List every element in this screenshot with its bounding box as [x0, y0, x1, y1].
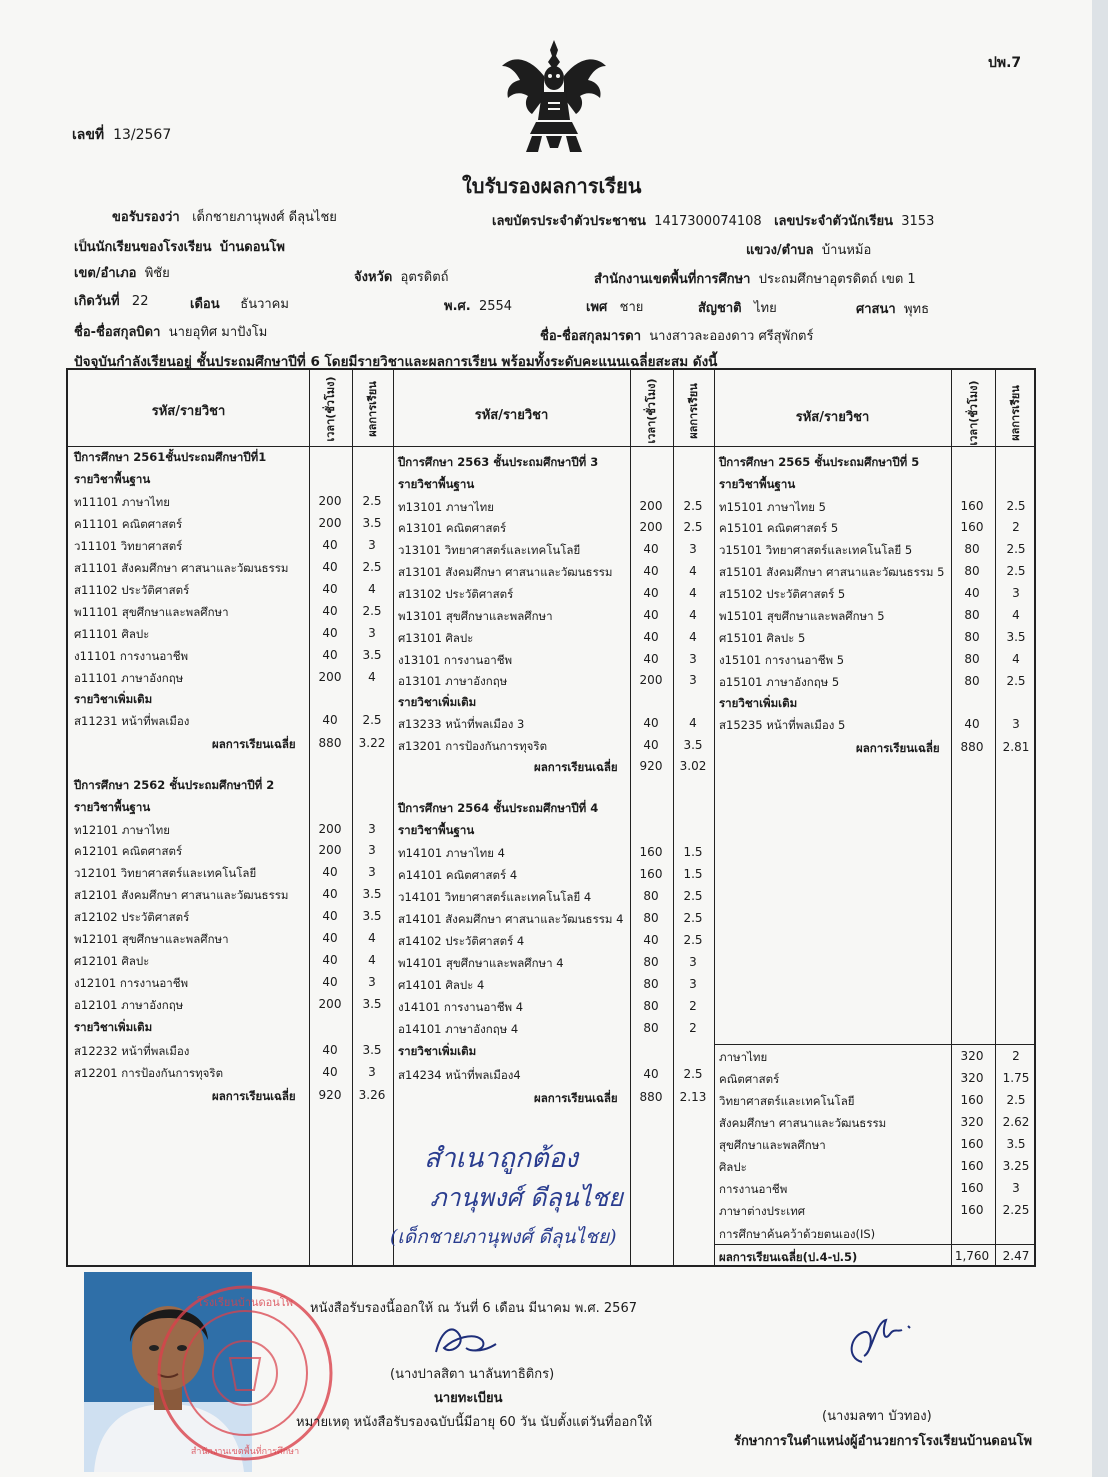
id-value: 1417300074108 — [654, 214, 762, 229]
summary-subject-5: ศิลปะ — [719, 1160, 747, 1174]
col1-hours-8: 40 — [322, 626, 338, 640]
col2-grade-14: 3.02 — [679, 759, 707, 773]
religion-value: พุทธ — [903, 302, 930, 317]
col1-subject-18: ว12101 วิทยาศาสตร์และเทคโนโลยี — [74, 866, 257, 880]
nationality-label: สัญชาติ — [698, 301, 742, 316]
header-grade-2: ผลการเรียน — [687, 383, 700, 439]
col1-hours-24: 200 — [318, 997, 342, 1011]
student-name: เด็กชายภานุพงศ์ ดีลุนไชย — [192, 210, 337, 225]
summary-hours-7: 160 — [960, 1203, 984, 1217]
col1-hours-17: 200 — [318, 843, 342, 857]
col2-subject-24: ง14101 การงานอาชีพ 4 — [398, 1000, 524, 1014]
col1-subject-12: ส11231 หน้าที่พลเมือง — [74, 714, 190, 728]
col3-hours-13: 880 — [960, 740, 984, 754]
col1-hours-7: 40 — [322, 604, 338, 618]
info-certify — [112, 206, 337, 227]
col2-hours-4: 40 — [643, 542, 659, 556]
col3-hours-9: 80 — [964, 652, 980, 666]
summary-hours-0: 320 — [960, 1049, 984, 1063]
header-hours-2: เวลา(ชั่วโมง) — [645, 378, 658, 444]
col2-grade-7: 4 — [689, 608, 697, 622]
col1-hours-10: 200 — [318, 670, 342, 684]
col1-hours-18: 40 — [322, 865, 338, 879]
col1-hours-6: 40 — [322, 582, 338, 596]
col3-grade-13: 2.81 — [1002, 740, 1030, 754]
col2-subject-11: รายวิชาเพิ่มเติม — [398, 695, 477, 709]
col1-grade-12: 2.5 — [362, 713, 382, 727]
col3-grade-12: 3 — [1012, 717, 1020, 731]
col1-subject-4: ว11101 วิทยาศาสตร์ — [74, 539, 183, 553]
col2-subject-16: รายวิชาพื้นฐาน — [398, 823, 475, 837]
birth-year-label: พ.ศ. — [444, 299, 471, 314]
district-label: เขต/อำเภอ — [74, 266, 137, 281]
summary-hours-2: 160 — [960, 1093, 984, 1107]
col2-subject-13: ส13201 การป้องกันการทุจริต — [398, 739, 548, 753]
col1-hours-16: 200 — [318, 822, 342, 836]
area-label: สำนักงานเขตพื้นที่การศึกษา — [594, 272, 751, 287]
col1-subject-9: ง11101 การงานอาชีพ — [74, 649, 189, 663]
school-value: บ้านดอนโพ — [219, 240, 285, 255]
col3-hours-8: 80 — [964, 630, 980, 644]
header-subject-3: รหัส/รายวิชา — [795, 410, 870, 425]
col1-grade-26: 3.5 — [362, 1043, 382, 1057]
col2-subject-0: ปีการศึกษา 2563 ชั้นประถมศึกษาปีที่ 3 — [398, 455, 599, 469]
summary-grade-3: 2.62 — [1002, 1115, 1030, 1129]
col2-grade-12: 4 — [689, 716, 697, 730]
col1-grade-3: 3.5 — [362, 516, 382, 530]
col2-subject-12: ส13233 หน้าที่พลเมือง 3 — [398, 717, 525, 731]
info-nationality — [698, 297, 777, 318]
col2-hours-21: 40 — [643, 933, 659, 947]
mother-label: ชื่อ-ชื่อสกุลมารดา — [540, 329, 642, 344]
col1-hours-13: 880 — [318, 736, 342, 750]
col3-subject-5: ส15101 สังคมศึกษา ศาสนาและวัฒนธรรม 5 — [719, 565, 945, 579]
col1-subject-27: ส12201 การป้องกันการทุจริต — [74, 1066, 224, 1080]
col1-hours-21: 40 — [322, 931, 338, 945]
summary-subject-3: สังคมศึกษา ศาสนาและวัฒนธรรม — [719, 1116, 887, 1130]
col2-subject-25: อ14101 ภาษาอังกฤษ 4 — [398, 1022, 519, 1036]
col3-grade-3: 2 — [1012, 520, 1020, 534]
col2-hours-9: 40 — [643, 652, 659, 666]
col3-subject-7: พ15101 สุขศึกษาและพลศึกษา 5 — [719, 609, 885, 623]
col1-subject-10: อ11101 ภาษาอังกฤษ — [74, 671, 184, 685]
col1-grade-27: 3 — [368, 1065, 376, 1079]
col3-subject-12: ส15235 หน้าที่พลเมือง 5 — [719, 718, 846, 732]
info-birth-month — [190, 293, 289, 314]
col3-grade-6: 3 — [1012, 586, 1020, 600]
certificate-number — [72, 124, 171, 146]
col2-grade-2: 2.5 — [683, 499, 703, 513]
province-value: อุตรดิตถ์ — [400, 270, 449, 285]
summary-subject-9: ผลการเรียนเฉลี่ย(ป.4-ป.5) — [719, 1250, 858, 1264]
col2-subject-9: ง13101 การงานอาชีพ — [398, 653, 513, 667]
registrar-signature — [430, 1318, 500, 1362]
col1-subject-22: ศ12101 ศิลปะ — [74, 954, 150, 968]
col3-subject-10: อ15101 ภาษาอังกฤษ 5 — [719, 675, 840, 689]
col2-hours-19: 80 — [643, 889, 659, 903]
info-area — [594, 268, 916, 289]
col1-hours-12: 40 — [322, 713, 338, 727]
col3-grade-9: 4 — [1012, 652, 1020, 666]
info-province — [354, 266, 449, 287]
sex-label: เพศ — [586, 300, 608, 315]
info-birth-day — [74, 290, 148, 311]
student-no-label: เลขประจำตัวนักเรียน — [774, 214, 893, 229]
col1-subject-8: ศ11101 ศิลปะ — [74, 627, 150, 641]
summary-hours-9: 1,760 — [954, 1249, 990, 1263]
subdistrict-label: แขวง/ตำบล — [746, 243, 814, 258]
summary-grade-9: 2.47 — [1002, 1249, 1030, 1263]
col3-grade-4: 2.5 — [1006, 542, 1026, 556]
summary-hours-1: 320 — [960, 1071, 984, 1085]
col1-grade-24: 3.5 — [362, 997, 382, 1011]
col2-hours-14: 920 — [639, 759, 663, 773]
col2-hours-7: 40 — [643, 608, 659, 622]
col2-subject-20: ส14101 สังคมศึกษา ศาสนาและวัฒนธรรม 4 — [398, 912, 624, 926]
summary-subject-2: วิทยาศาสตร์และเทคโนโลยี — [719, 1094, 855, 1108]
director-name: (นางมลฑา บัวทอง) — [822, 1409, 932, 1424]
col2-grade-25: 2 — [689, 1021, 697, 1035]
background-edge — [1092, 0, 1108, 1477]
col2-subject-1: รายวิชาพื้นฐาน — [398, 477, 475, 491]
col2-subject-2: ท13101 ภาษาไทย — [398, 500, 494, 514]
handwritten-copy-certified: สำเนาถูกต้อง — [424, 1143, 579, 1174]
col2-grade-18: 1.5 — [683, 867, 703, 881]
col2-hours-8: 40 — [643, 630, 659, 644]
col2-subject-21: ส14102 ประวัติศาสตร์ 4 — [398, 934, 525, 948]
col2-subject-18: ค14101 คณิตศาสตร์ 4 — [398, 868, 518, 882]
birth-month-value: ธันวาคม — [240, 297, 289, 312]
col1-hours-28: 920 — [318, 1088, 342, 1102]
col1-grade-17: 3 — [368, 843, 376, 857]
col1-subject-1: รายวิชาพื้นฐาน — [74, 472, 151, 486]
religion-label: ศาสนา — [856, 302, 896, 317]
col2-hours-2: 200 — [639, 499, 663, 513]
summary-grade-5: 3.25 — [1002, 1159, 1030, 1173]
summary-subject-1: คณิตศาสตร์ — [719, 1072, 780, 1086]
birth-month-label: เดือน — [190, 297, 220, 312]
col1-hours-19: 40 — [322, 887, 338, 901]
subdistrict-value: บ้านหม้อ — [821, 243, 872, 258]
col1-subject-2: ท11101 ภาษาไทย — [74, 495, 170, 509]
col2-grade-23: 3 — [689, 977, 697, 991]
col1-hours-9: 40 — [322, 648, 338, 662]
col1-grade-22: 4 — [368, 953, 376, 967]
col2-hours-17: 160 — [639, 845, 663, 859]
col1-grade-10: 4 — [368, 670, 376, 684]
district-value: พิชัย — [144, 266, 170, 281]
info-mother — [540, 325, 814, 346]
summary-grade-7: 2.25 — [1002, 1203, 1030, 1217]
col2-grade-17: 1.5 — [683, 845, 703, 859]
col2-grade-3: 2.5 — [683, 520, 703, 534]
col3-hours-6: 40 — [964, 586, 980, 600]
col1-subject-19: ส12101 สังคมศึกษา ศาสนาและวัฒนธรรม — [74, 888, 289, 902]
col3-hours-7: 80 — [964, 608, 980, 622]
sex-value: ชาย — [619, 300, 644, 315]
col2-hours-20: 80 — [643, 911, 659, 925]
col2-hours-24: 80 — [643, 999, 659, 1013]
col3-subject-6: ส15102 ประวัติศาสตร์ 5 — [719, 587, 846, 601]
col2-subject-19: ว14101 วิทยาศาสตร์และเทคโนโลยี 4 — [398, 890, 592, 904]
col1-subject-5: ส11101 สังคมศึกษา ศาสนาและวัฒนธรรม — [74, 561, 289, 575]
col1-grade-18: 3 — [368, 865, 376, 879]
col2-hours-28: 880 — [639, 1090, 663, 1104]
col2-subject-27: ส14234 หน้าที่พลเมือง4 — [398, 1068, 521, 1082]
summary-grade-1: 1.75 — [1002, 1071, 1030, 1085]
col1-subject-15: รายวิชาพื้นฐาน — [74, 800, 151, 814]
current-study-line: ปัจจุบันกำลังเรียนอยู่ ชั้นประถมศึกษาปีที่ 6 โดยมีรายวิชาและผลการเรียน พร้อมทั้งระดับคะแนนเฉลี่ยสะสม ดังนี้ — [74, 354, 718, 370]
col3-hours-10: 80 — [964, 674, 980, 688]
col1-subject-16: ท12101 ภาษาไทย — [74, 823, 170, 837]
summary-hours-4: 160 — [960, 1137, 984, 1151]
col1-grade-8: 3 — [368, 626, 376, 640]
col2-hours-13: 40 — [643, 738, 659, 752]
col2-grade-20: 2.5 — [683, 911, 703, 925]
col2-hours-5: 40 — [643, 564, 659, 578]
col1-subject-6: ส11102 ประวัติศาสตร์ — [74, 583, 190, 597]
father-label: ชื่อ-ชื่อสกุลบิดา — [74, 325, 161, 340]
document-code: ปพ.7 — [988, 55, 1022, 71]
col1-subject-0: ปีการศึกษา 2561ชั้นประถมศึกษาปีที่1 — [74, 450, 267, 464]
col2-hours-27: 40 — [643, 1067, 659, 1081]
col3-hours-2: 160 — [960, 499, 984, 513]
col2-subject-15: ปีการศึกษา 2564 ชั้นประถมศึกษาปีที่ 4 — [398, 801, 599, 815]
info-subdistrict — [746, 239, 871, 260]
col2-subject-10: อ13101 ภาษาอังกฤษ — [398, 674, 508, 688]
col2-hours-23: 80 — [643, 977, 659, 991]
father-value: นายอุทิศ มาปังโม — [168, 325, 268, 340]
col1-grade-13: 3.22 — [358, 736, 386, 750]
col1-hours-26: 40 — [322, 1043, 338, 1057]
col2-subject-23: ศ14101 ศิลปะ 4 — [398, 978, 485, 992]
col1-hours-2: 200 — [318, 494, 342, 508]
col3-subject-11: รายวิชาเพิ่มเติม — [719, 696, 798, 710]
col1-grade-23: 3 — [368, 975, 376, 989]
col1-subject-24: อ12101 ภาษาอังกฤษ — [74, 998, 184, 1012]
col1-hours-3: 200 — [318, 516, 342, 530]
header-subject-1: รหัส/รายวิชา — [151, 404, 226, 419]
col2-grade-24: 2 — [689, 999, 697, 1013]
col1-hours-23: 40 — [322, 975, 338, 989]
validity-note: หมายเหตุ หนังสือรับรองฉบับนี้มีอายุ 60 วัน นับตั้งแต่วันที่ออกให้ — [296, 1415, 653, 1430]
col2-grade-22: 3 — [689, 955, 697, 969]
col2-subject-3: ค13101 คณิตศาสตร์ — [398, 521, 507, 535]
col1-grade-19: 3.5 — [362, 887, 382, 901]
col2-grade-28: 2.13 — [679, 1090, 707, 1104]
col2-grade-6: 4 — [689, 586, 697, 600]
info-birth-year — [444, 295, 512, 316]
col2-subject-17: ท14101 ภาษาไทย 4 — [398, 846, 505, 860]
col2-hours-18: 160 — [639, 867, 663, 881]
col2-grade-9: 3 — [689, 652, 697, 666]
summary-grade-4: 3.5 — [1006, 1137, 1026, 1151]
col2-subject-26: รายวิชาเพิ่มเติม — [398, 1044, 477, 1058]
certify-label: ขอรับรองว่า — [112, 210, 180, 225]
summary-hours-5: 160 — [960, 1159, 984, 1173]
col2-grade-27: 2.5 — [683, 1067, 703, 1081]
col1-subject-20: ส12102 ประวัติศาสตร์ — [74, 910, 190, 924]
col1-subject-23: ง12101 การงานอาชีพ — [74, 976, 189, 990]
svg-text:โรงเรียนบ้านดอนโพ: โรงเรียนบ้านดอนโพ — [197, 1296, 293, 1309]
summary-hours-3: 320 — [960, 1115, 984, 1129]
col2-grade-5: 4 — [689, 564, 697, 578]
header-grade-1: ผลการเรียน — [366, 381, 379, 437]
province-label: จังหวัด — [354, 270, 393, 285]
col2-subject-4: ว13101 วิทยาศาสตร์และเทคโนโลยี — [398, 543, 581, 557]
col2-grade-19: 2.5 — [683, 889, 703, 903]
col2-hours-22: 80 — [643, 955, 659, 969]
col2-grade-8: 4 — [689, 630, 697, 644]
summary-grade-6: 3 — [1012, 1181, 1020, 1195]
col3-subject-4: ว15101 วิทยาศาสตร์และเทคโนโลยี 5 — [719, 543, 913, 557]
col1-subject-26: ส12232 หน้าที่พลเมือง — [74, 1044, 190, 1058]
col3-grade-5: 2.5 — [1006, 564, 1026, 578]
birth-day-label: เกิดวันที่ — [74, 294, 120, 309]
col3-subject-2: ท15101 ภาษาไทย 5 — [719, 500, 826, 514]
col1-hours-20: 40 — [322, 909, 338, 923]
header-grade-3: ผลการเรียน — [1009, 385, 1022, 441]
col1-subject-17: ค12101 คณิตศาสตร์ — [74, 844, 183, 858]
col1-hours-5: 40 — [322, 560, 338, 574]
col2-subject-6: ส13102 ประวัติศาสตร์ — [398, 587, 514, 601]
handwritten-full-name: (เด็กชายภานุพงศ์ ดีลุนไชย) — [390, 1226, 617, 1248]
id-label: เลขบัตรประจำตัวประชาชน — [492, 214, 646, 229]
col1-subject-7: พ11101 สุขศึกษาและพลศึกษา — [74, 605, 229, 619]
svg-text:สำนักงานเขตพื้นที่การศึกษา: สำนักงานเขตพื้นที่การศึกษา — [190, 1447, 300, 1457]
summary-hours-6: 160 — [960, 1181, 984, 1195]
col2-grade-21: 2.5 — [683, 933, 703, 947]
registrar-title: นายทะเบียน — [434, 1391, 503, 1406]
director-title: รักษาการในตำแหน่งผู้อำนวยการโรงเรียนบ้านดอนโพ — [734, 1434, 1033, 1449]
col2-grade-4: 3 — [689, 542, 697, 556]
col2-hours-12: 40 — [643, 716, 659, 730]
col2-subject-22: พ14101 สุขศึกษาและพลศึกษา 4 — [398, 956, 564, 970]
header-subject-2: รหัส/รายวิชา — [474, 408, 549, 423]
birth-day-value: 22 — [131, 294, 149, 309]
col2-hours-3: 200 — [639, 520, 663, 534]
col2-hours-10: 200 — [639, 673, 663, 687]
info-district — [74, 262, 170, 283]
col2-grade-10: 3 — [689, 673, 697, 687]
col2-hours-25: 80 — [643, 1021, 659, 1035]
col3-subject-1: รายวิชาพื้นฐาน — [719, 477, 796, 491]
col1-hours-27: 40 — [322, 1065, 338, 1079]
summary-subject-0: ภาษาไทย — [719, 1050, 768, 1064]
birth-year-value: 2554 — [478, 299, 513, 314]
page-title: ใบรับรองผลการเรียน — [462, 174, 642, 198]
col2-grade-13: 3.5 — [683, 738, 703, 752]
col1-subject-28: ผลการเรียนเฉลี่ย — [212, 1089, 296, 1103]
col1-hours-22: 40 — [322, 953, 338, 967]
col1-hours-4: 40 — [322, 538, 338, 552]
col1-subject-21: พ12101 สุขศึกษาและพลศึกษา — [74, 932, 229, 946]
number-label: เลขที่ — [72, 127, 105, 143]
school-label: เป็นนักเรียนของโรงเรียน — [74, 240, 212, 255]
col1-grade-16: 3 — [368, 822, 376, 836]
col3-subject-8: ศ15101 ศิลปะ 5 — [719, 631, 806, 645]
area-value: ประถมศึกษาอุตรดิตถ์ เขต 1 — [758, 272, 916, 287]
info-school — [74, 236, 285, 257]
summary-grade-2: 2.5 — [1006, 1093, 1026, 1107]
student-no-value: 3153 — [901, 214, 935, 229]
col2-subject-8: ศ13101 ศิลปะ — [398, 631, 474, 645]
col3-grade-2: 2.5 — [1006, 499, 1026, 513]
registrar-name: (นางปาลสิตา นาลันทาธิติกร) — [390, 1367, 555, 1382]
summary-subject-7: ภาษาต่างประเทศ — [719, 1204, 806, 1218]
col2-subject-28: ผลการเรียนเฉลี่ย — [534, 1091, 618, 1105]
garuda-emblem-icon — [498, 36, 610, 156]
col1-grade-9: 3.5 — [362, 648, 382, 662]
col2-subject-14: ผลการเรียนเฉลี่ย — [534, 760, 618, 774]
col3-grade-8: 3.5 — [1006, 630, 1026, 644]
issued-date: หนังสือรับรองนี้ออกให้ ณ วันที่ 6 เดือน มีนาคม พ.ศ. 2567 — [310, 1301, 637, 1316]
col1-subject-11: รายวิชาเพิ่มเติม — [74, 692, 153, 706]
col1-subject-13: ผลการเรียนเฉลี่ย — [212, 737, 296, 751]
number-value: 13/2567 — [113, 127, 172, 143]
col1-grade-7: 2.5 — [362, 604, 382, 618]
col1-grade-21: 4 — [368, 931, 376, 945]
col3-subject-0: ปีการศึกษา 2565 ชั้นประถมศึกษาปีที่ 5 — [719, 455, 920, 469]
col3-hours-5: 80 — [964, 564, 980, 578]
summary-subject-4: สุขศึกษาและพลศึกษา — [719, 1138, 826, 1152]
col1-grade-20: 3.5 — [362, 909, 382, 923]
col1-grade-5: 2.5 — [362, 560, 382, 574]
col3-subject-13: ผลการเรียนเฉลี่ย — [856, 741, 940, 755]
col1-grade-4: 3 — [368, 538, 376, 552]
col2-subject-7: พ13101 สุขศึกษาและพลศึกษา — [398, 609, 553, 623]
col3-grade-10: 2.5 — [1006, 674, 1026, 688]
col1-grade-2: 2.5 — [362, 494, 382, 508]
info-father — [74, 321, 267, 342]
col3-grade-7: 4 — [1012, 608, 1020, 622]
header-hours-1: เวลา(ชั่วโมง) — [324, 376, 337, 442]
col3-hours-12: 40 — [964, 717, 980, 731]
col1-subject-3: ค11101 คณิตศาสตร์ — [74, 517, 183, 531]
summary-subject-6: การงานอาชีพ — [719, 1182, 788, 1196]
summary-grade-0: 2 — [1012, 1049, 1020, 1063]
director-signature — [842, 1312, 922, 1372]
col1-subject-14: ปีการศึกษา 2562 ชั้นประถมศึกษาปีที่ 2 — [74, 778, 275, 792]
info-sex — [586, 296, 643, 317]
col3-subject-3: ค15101 คณิตศาสตร์ 5 — [719, 521, 839, 535]
col1-subject-25: รายวิชาเพิ่มเติม — [74, 1020, 153, 1034]
summary-subject-8: การศึกษาค้นคว้าด้วยตนเอง(IS) — [719, 1227, 876, 1241]
info-religion — [856, 298, 929, 319]
handwritten-signature-student: ภานุพงศ์ ดีลุนไชย — [430, 1183, 623, 1212]
header-hours-3: เวลา(ชั่วโมง) — [967, 380, 980, 446]
mother-value: นางสาวละอองดาว ศรีสุพักตร์ — [649, 329, 814, 344]
col3-subject-9: ง15101 การงานอาชีพ 5 — [719, 653, 845, 667]
col2-hours-6: 40 — [643, 586, 659, 600]
col3-hours-4: 80 — [964, 542, 980, 556]
col1-grade-6: 4 — [368, 582, 376, 596]
nationality-value: ไทย — [753, 301, 777, 316]
col1-grade-28: 3.26 — [358, 1088, 386, 1102]
grades-table — [66, 368, 1036, 1267]
info-id — [492, 210, 934, 231]
col2-subject-5: ส13101 สังคมศึกษา ศาสนาและวัฒนธรรม — [398, 565, 613, 579]
col3-hours-3: 160 — [960, 520, 984, 534]
